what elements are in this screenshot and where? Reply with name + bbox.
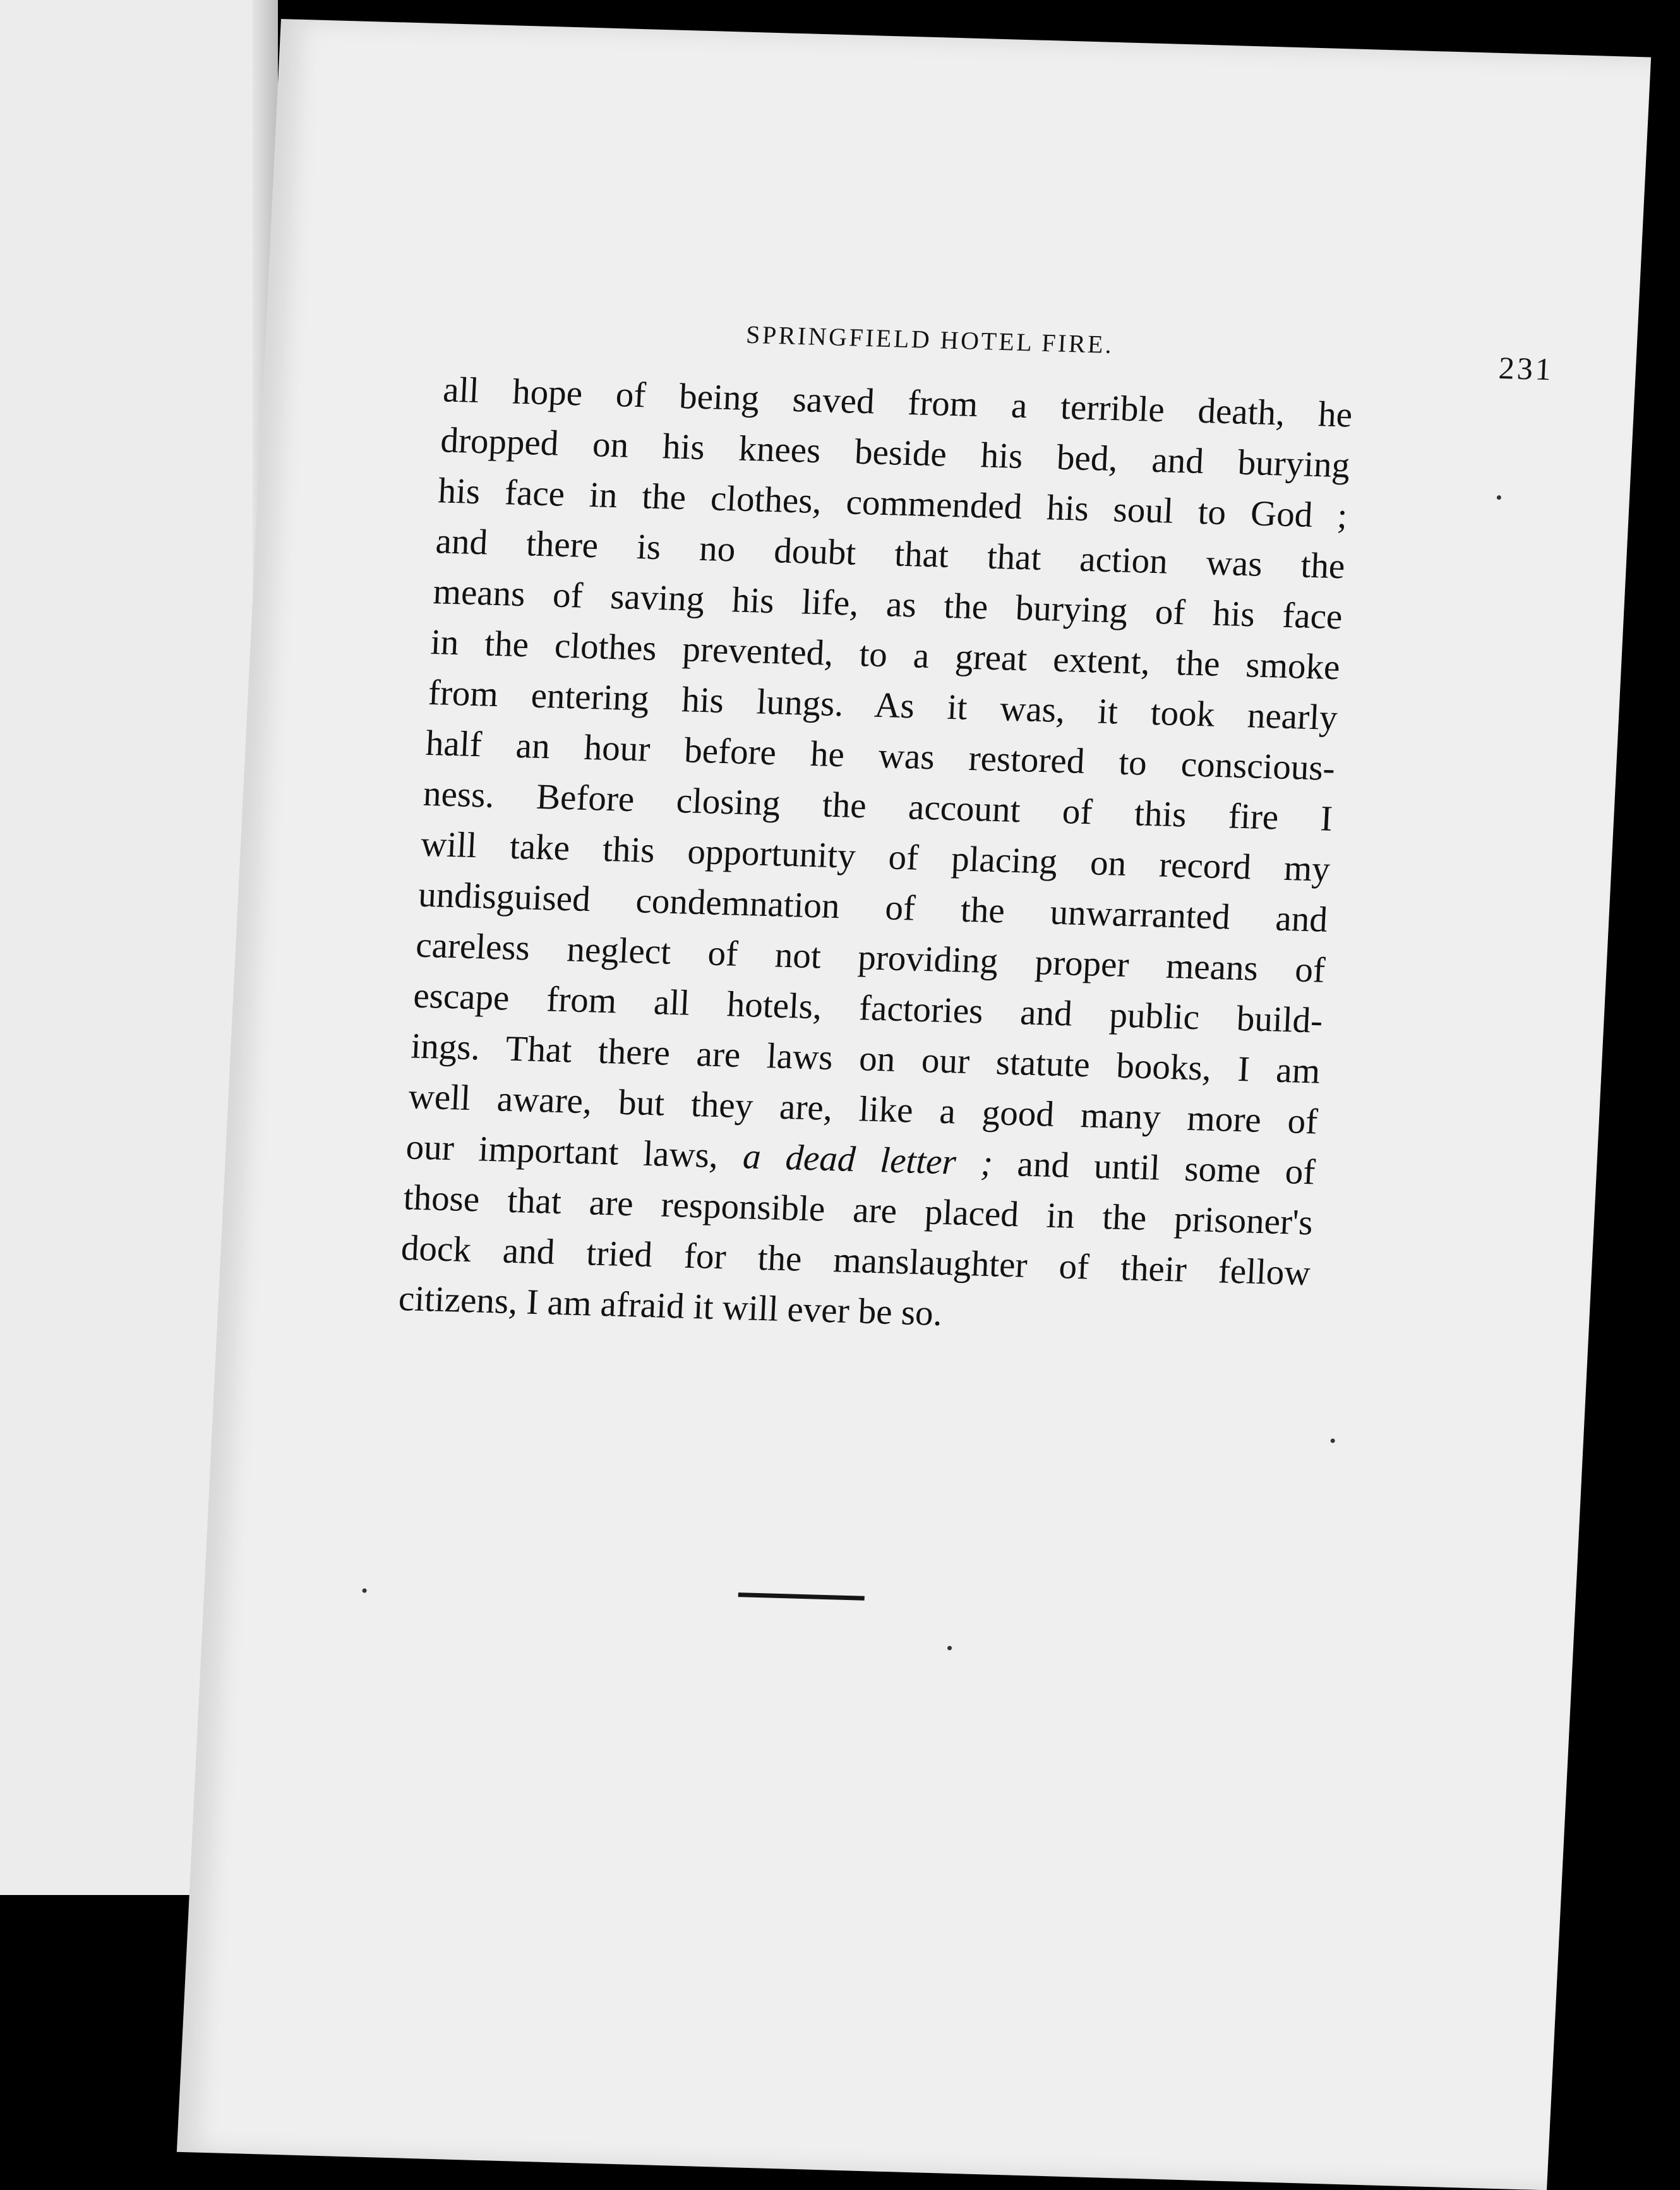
previous-page-text (0, 366, 101, 1790)
italic-phrase: a dead letter ; (741, 1136, 994, 1184)
page-number: 231 (1497, 350, 1555, 387)
text-line: those that are responsible are placed in the prisoner's (402, 1177, 1314, 1243)
text-line: means of saving his life, as the burying of his face (432, 572, 1343, 637)
text-line: his face in the clothes, commended his soul to God ; (437, 471, 1348, 536)
text-line-final: citizens, I am afraid it will ever be so. (397, 1279, 944, 1333)
text-line: undisguised condemnation of the unwarranted and (417, 874, 1329, 940)
text-fragment: our important laws, (405, 1127, 744, 1177)
text-line: in the clothes prevented, to a great extent, the smoke (429, 622, 1341, 688)
text-line: half an hour before he was restored to conscious- (424, 723, 1336, 789)
text-line: will take this opportunity of placing on record my (419, 824, 1331, 889)
text-line: careless neglect of not providing proper means of (415, 925, 1326, 990)
text-line: well aware, but they are, like a good many more of (407, 1076, 1319, 1142)
text-line: ings. That there are laws on our statute books, I am (410, 1026, 1321, 1092)
page (177, 19, 1651, 2190)
paper-speck (1497, 495, 1501, 500)
section-end-rule (738, 1592, 865, 1601)
paper-speck (362, 1589, 366, 1593)
body-text (397, 364, 1353, 1349)
paper-speck (1330, 1438, 1335, 1443)
text-line: escape from all hotels, factories and public build- (412, 975, 1324, 1041)
text-line: all hope of being saved from a terrible death, he (442, 370, 1353, 435)
text-line: and there is no doubt that that action was the (435, 521, 1346, 587)
text-line: from entering his lungs. As it was, it took nearly (427, 672, 1339, 738)
text-line: dropped on his knees beside his bed, and burying (440, 420, 1351, 486)
text-line: dock and tried for the manslaughter of their fellow (400, 1228, 1312, 1294)
text-line: ness. Before closing the account of this fire I (422, 773, 1334, 839)
text-fragment: and until some of (992, 1143, 1316, 1193)
running-head (652, 317, 1555, 387)
paper-speck (947, 1646, 952, 1650)
running-head-title: SPRINGFIELD HOTEL FIRE. (745, 320, 1115, 359)
